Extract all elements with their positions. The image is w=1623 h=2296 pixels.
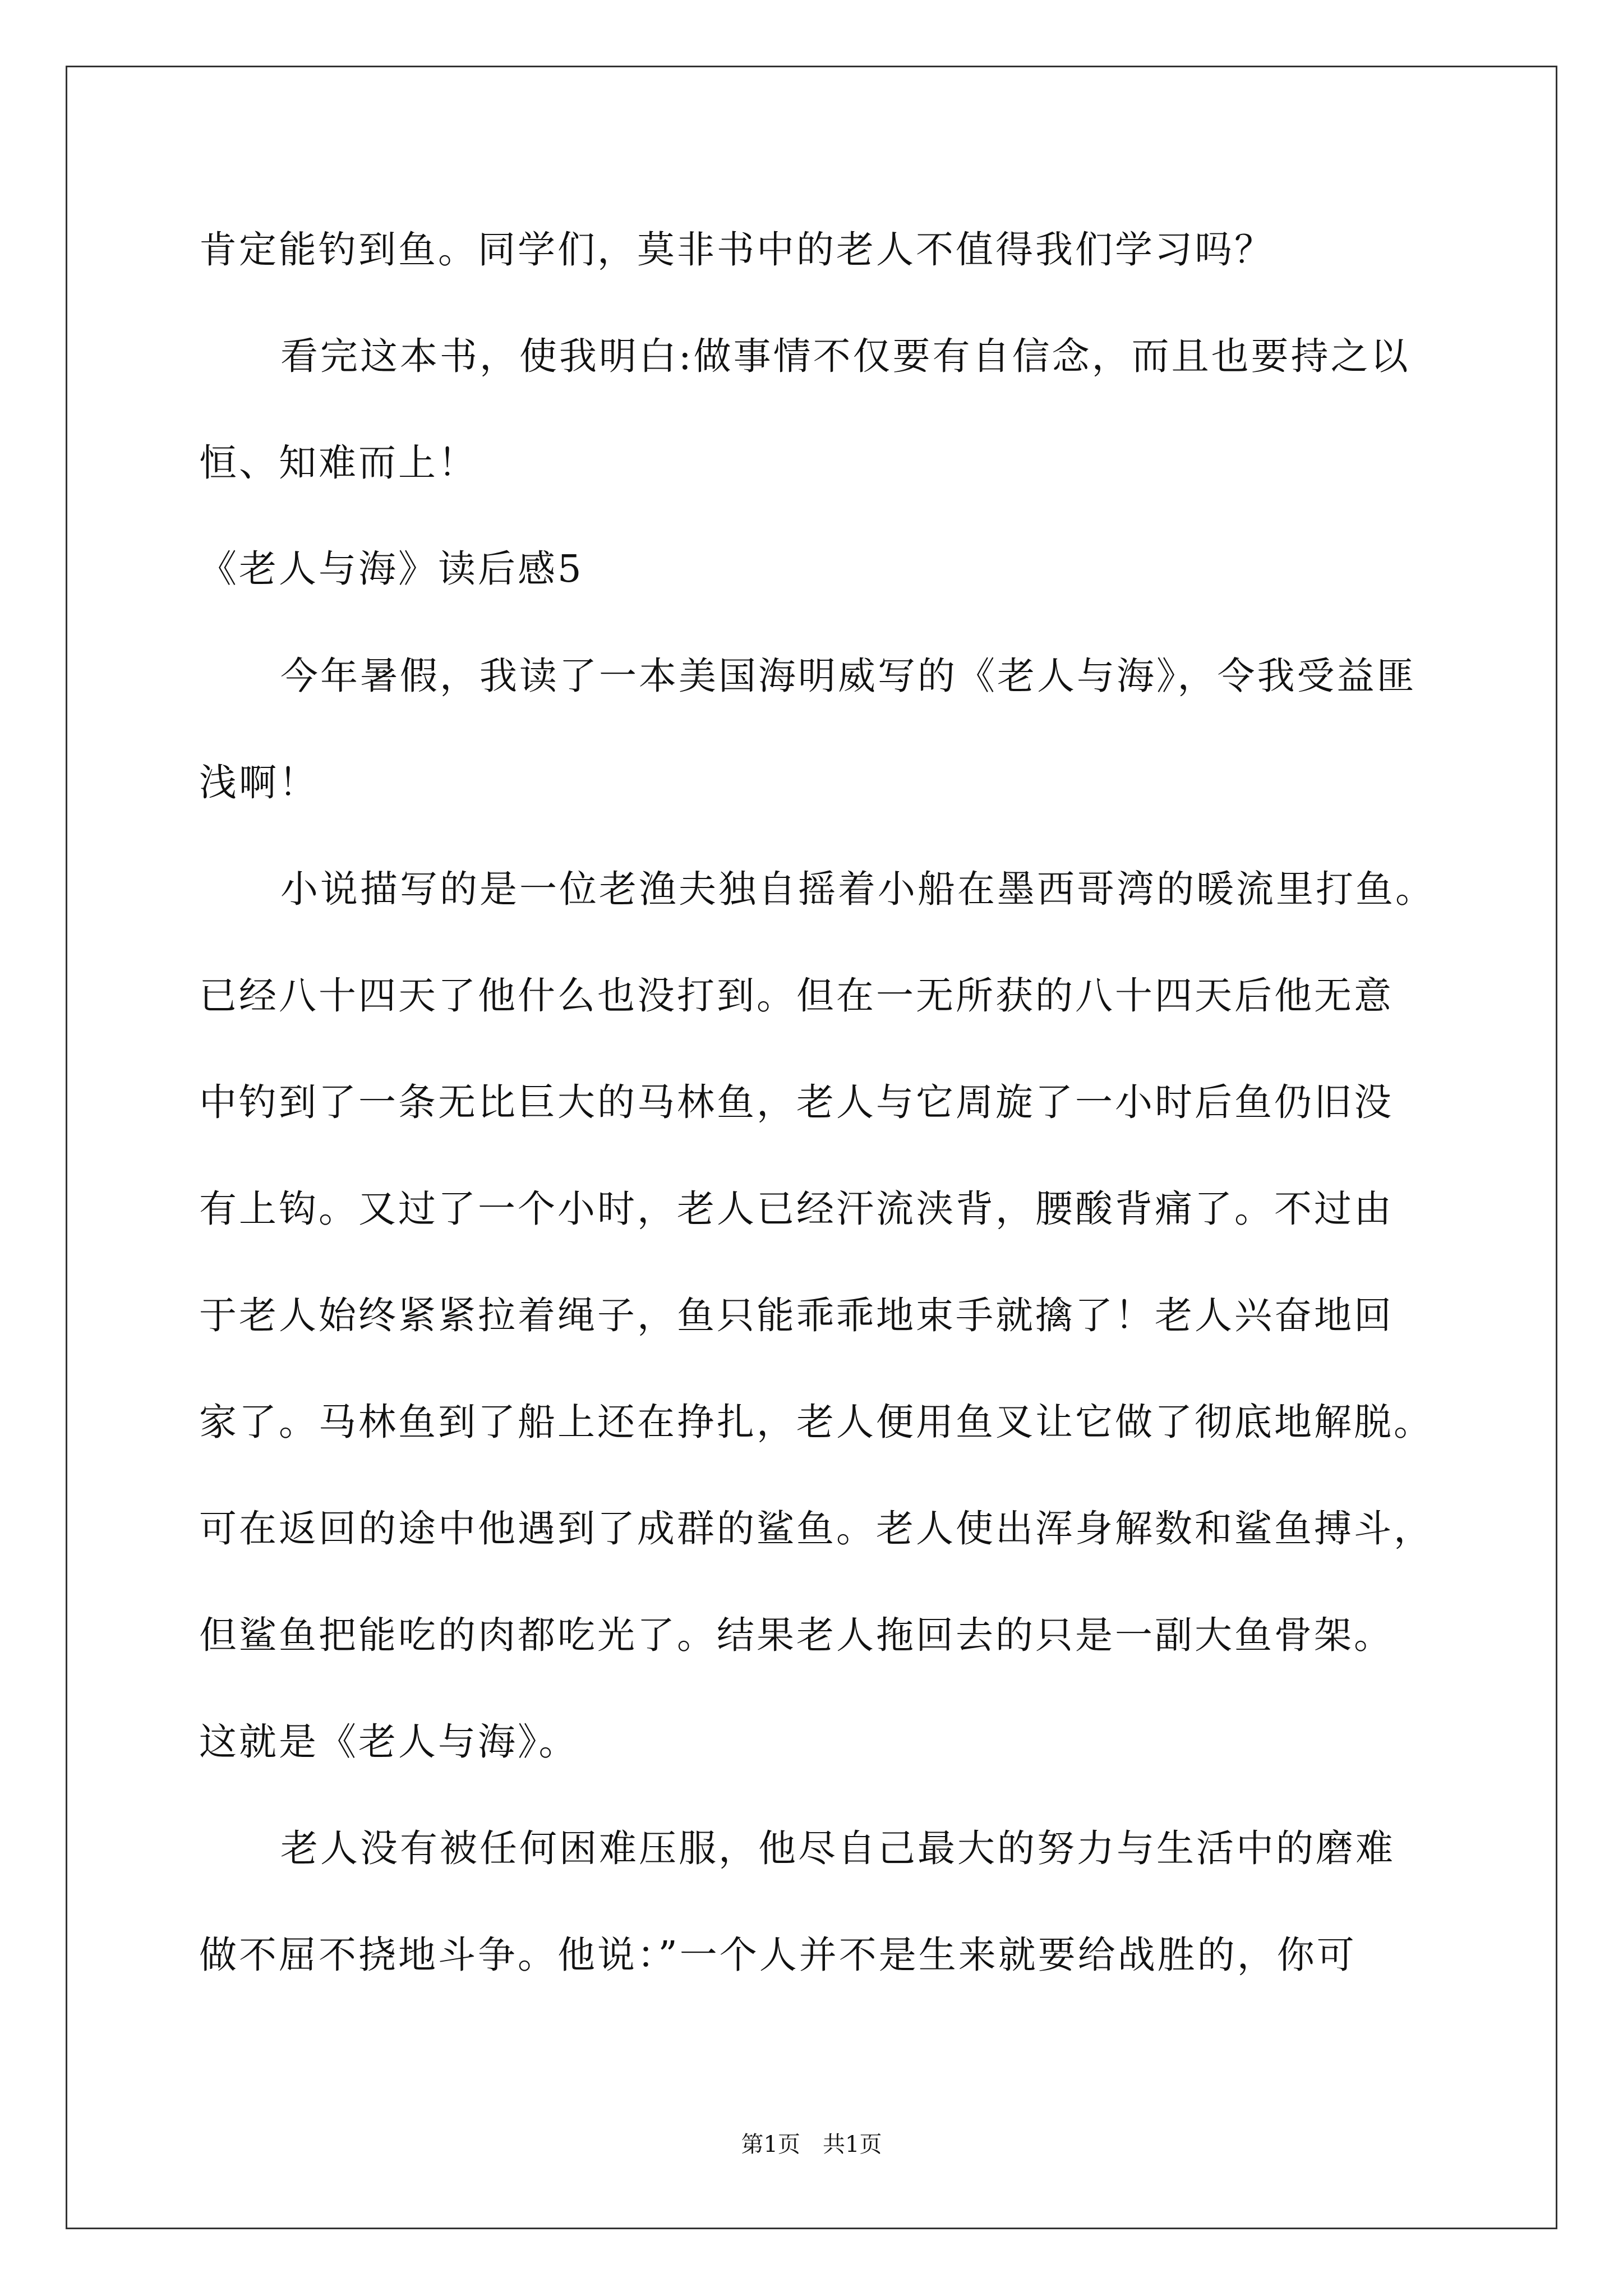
text-line: 做不屈不挠地斗争。他说：”一个人并不是生来就要给战胜的，你可	[199, 1933, 1357, 1977]
text-line: 恒、知难而上！	[199, 441, 478, 485]
text-line: 有上钩。又过了一个小时，老人已经汗流浃背，腰酸背痛了。不过由	[199, 1187, 1394, 1231]
text-line: 肯定能钓到鱼。同学们，莫非书中的老人不值得我们学习吗？	[199, 228, 1274, 272]
text-line: 可在返回的途中他遇到了成群的鲨鱼。老人使出浑身解数和鲨鱼搏斗，	[199, 1507, 1433, 1550]
text-line: 看完这本书，使我明白:做事情不仅要有自信念，而且也要持之以	[280, 334, 1410, 378]
text-line: 已经八十四天了他什么也没打到。但在一无所获的八十四天后他无意	[199, 974, 1394, 1018]
page-number: 第1页 共1页	[741, 2132, 882, 2157]
text-line: 这就是《老人与海》。	[199, 1720, 579, 1764]
section-heading: 《老人与海》读后感5	[199, 547, 584, 591]
text-line: 浅啊！	[199, 761, 319, 804]
text-line: 中钓到了一条无比巨大的马林鱼，老人与它周旋了一小时后鱼仍旧没	[199, 1080, 1394, 1124]
text-line: 今年暑假，我读了一本美国海明威写的《老人与海》，令我受益匪	[280, 654, 1417, 698]
text-line: 于老人始终紧紧拉着绳子，鱼只能乖乖地束手就擒了！老人兴奋地回	[199, 1294, 1394, 1337]
page-border	[66, 66, 1557, 2229]
text-line: 家了。马林鱼到了船上还在挣扎，老人便用鱼叉让它做了彻底地解脱。	[199, 1400, 1433, 1444]
text-line: 小说描写的是一位老渔夫独自摇着小船在墨西哥湾的暖流里打鱼。	[280, 867, 1435, 911]
text-line: 但鲨鱼把能吃的肉都吃光了。结果老人拖回去的只是一副大鱼骨架。	[199, 1613, 1394, 1657]
text-line: 老人没有被任何困难压服，他尽自己最大的努力与生活中的磨难	[280, 1826, 1395, 1870]
